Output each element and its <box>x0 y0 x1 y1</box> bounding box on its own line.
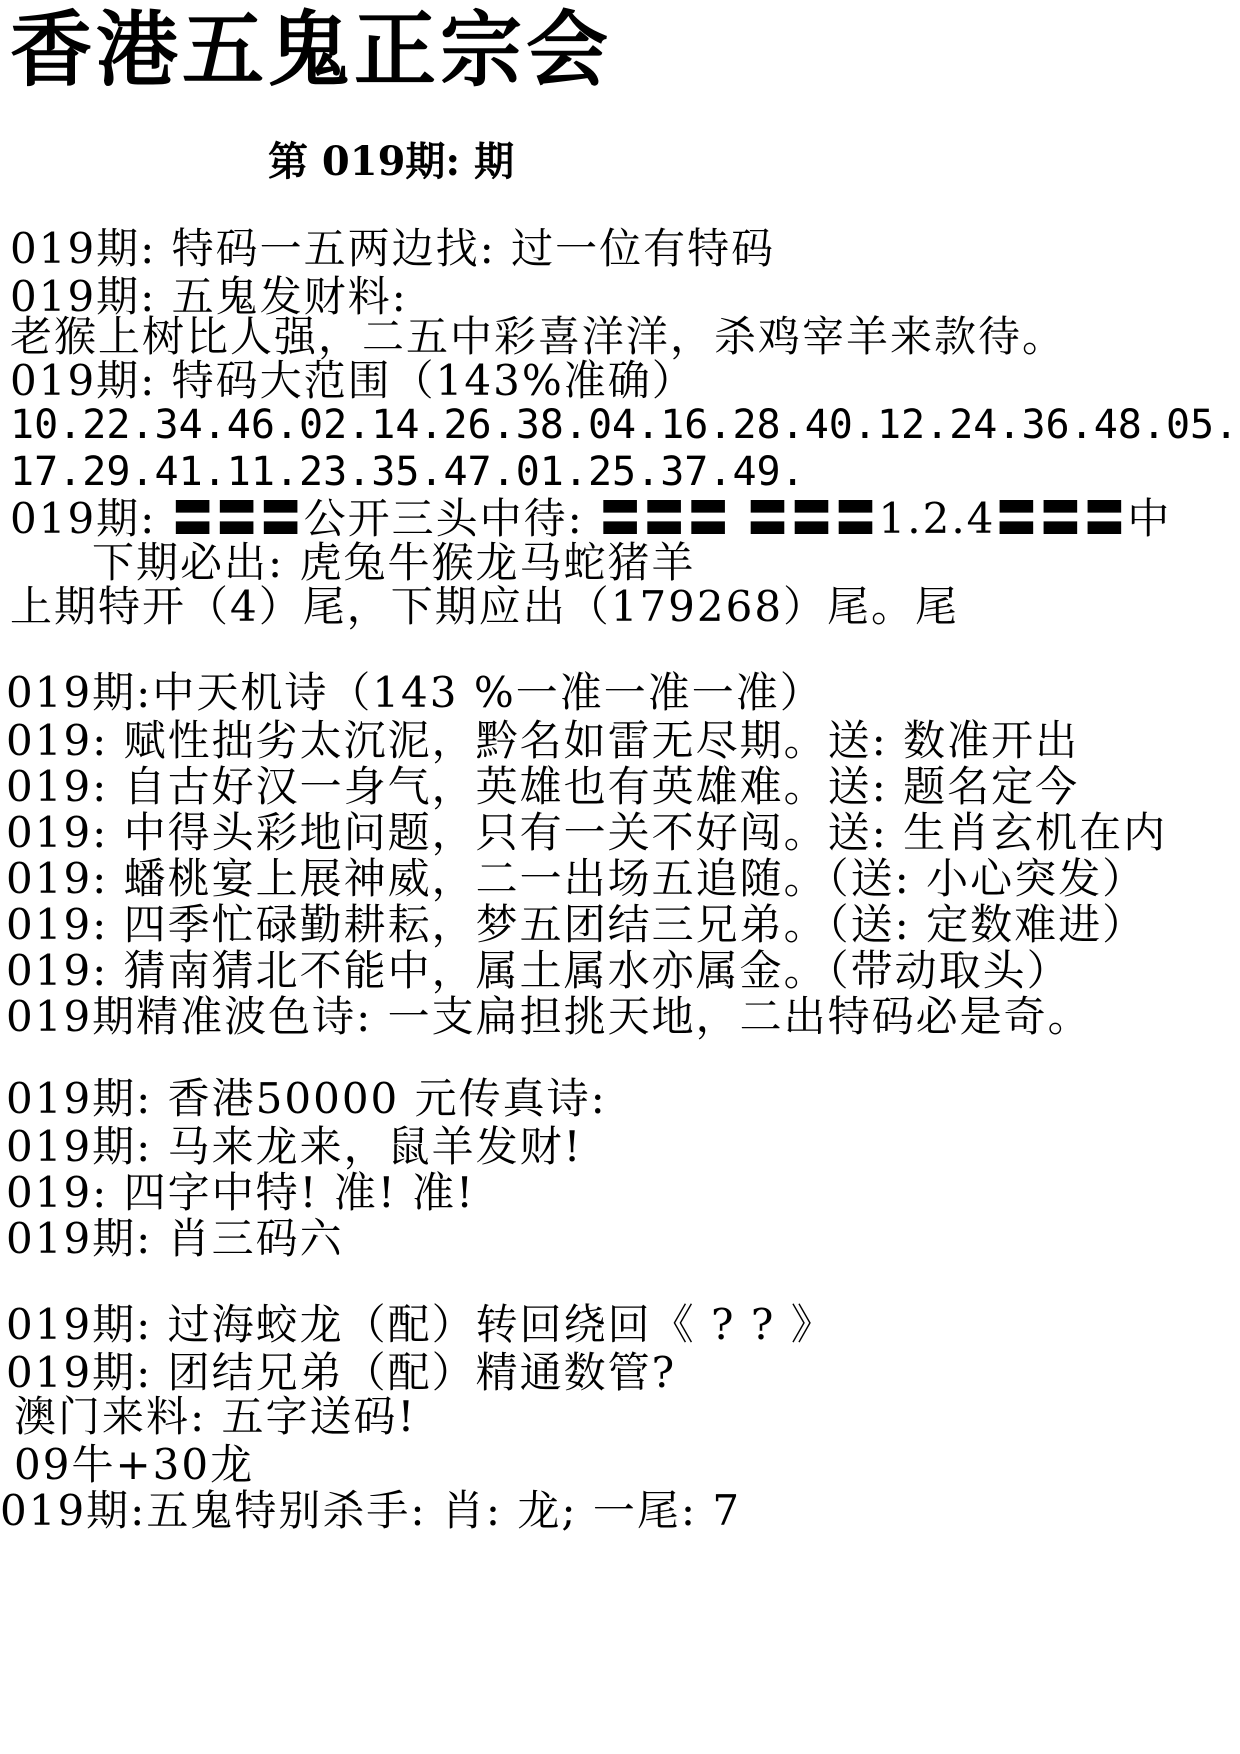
text-line: 019期: 五鬼发财料: <box>10 272 408 321</box>
text-line: 019期:五鬼特别杀手: 肖: 龙; 一尾: 7 <box>0 1486 742 1535</box>
text-line: 上期特开（4）尾，下期应出（179268）尾。尾 <box>10 582 960 631</box>
poem-line: 019: 中得头彩地问题，只有一关不好闯。送: 生肖玄机在内 <box>6 808 1168 857</box>
text-line: 019期: 特码一五两边找: 过一位有特码 <box>10 224 776 273</box>
number-list: 10.22.34.46.02.14.26.38.04.16.28.40.12.24.36.48.05. <box>10 402 1239 448</box>
text-line: 019期:中天机诗（143 %一准一准一准） <box>6 668 824 717</box>
issue-number: 第 019期: 期 <box>268 138 515 185</box>
text-line: 下期必出: 虎兔牛猴龙马蛇猪羊 <box>92 538 696 587</box>
text-line: 019期: 〓〓〓公开三头中待: 〓〓〓 〓〓〓1.2.4〓〓〓中 <box>10 494 1172 543</box>
poem-line: 019: 四季忙碌勤耕耘，梦五团结三兄弟。（送: 定数难进） <box>6 900 1147 949</box>
text-line: 老猴上树比人强，二五中彩喜洋洋，杀鸡宰羊来款待。 <box>10 312 1067 361</box>
text-line: 09牛+30龙 <box>14 1440 255 1489</box>
number-list: 17.29.41.11.23.35.47.01.25.37.49. <box>10 449 805 495</box>
text-line: 019期精准波色诗: 一支扁担挑天地，二出特码必是奇。 <box>6 992 1092 1041</box>
text-line: 019期: 肖三码六 <box>6 1214 344 1263</box>
text-line: 澳门来料: 五字送码! <box>14 1392 417 1441</box>
text-line: 019期: 特码大范围（143%准确） <box>10 356 696 405</box>
poem-line: 019: 自古好汉一身气，英雄也有英雄难。送: 题名定今 <box>6 762 1080 811</box>
text-line: 019: 四字中特! 准! 准! <box>6 1168 476 1217</box>
text-line: 019期: 香港50000 元传真诗: <box>6 1074 607 1123</box>
poem-line: 019: 赋性拙劣太沉泥，黔名如雷无尽期。送: 数准开出 <box>6 716 1080 765</box>
text-line: 019期: 马来龙来，鼠羊发财! <box>6 1122 583 1171</box>
text-line: 019期: 团结兄弟（配）精通数管? <box>6 1348 677 1397</box>
text-line: 019期: 过海蛟龙（配）转回绕回《 ? ? 》 <box>6 1300 835 1349</box>
poem-line: 019: 猜南猜北不能中，属土属水亦属金。（带动取头） <box>6 946 1071 995</box>
poem-line: 019: 蟠桃宴上展神威，二一出场五追随。（送: 小心突发） <box>6 854 1147 903</box>
page-title: 香港五鬼正宗会 <box>10 3 613 98</box>
